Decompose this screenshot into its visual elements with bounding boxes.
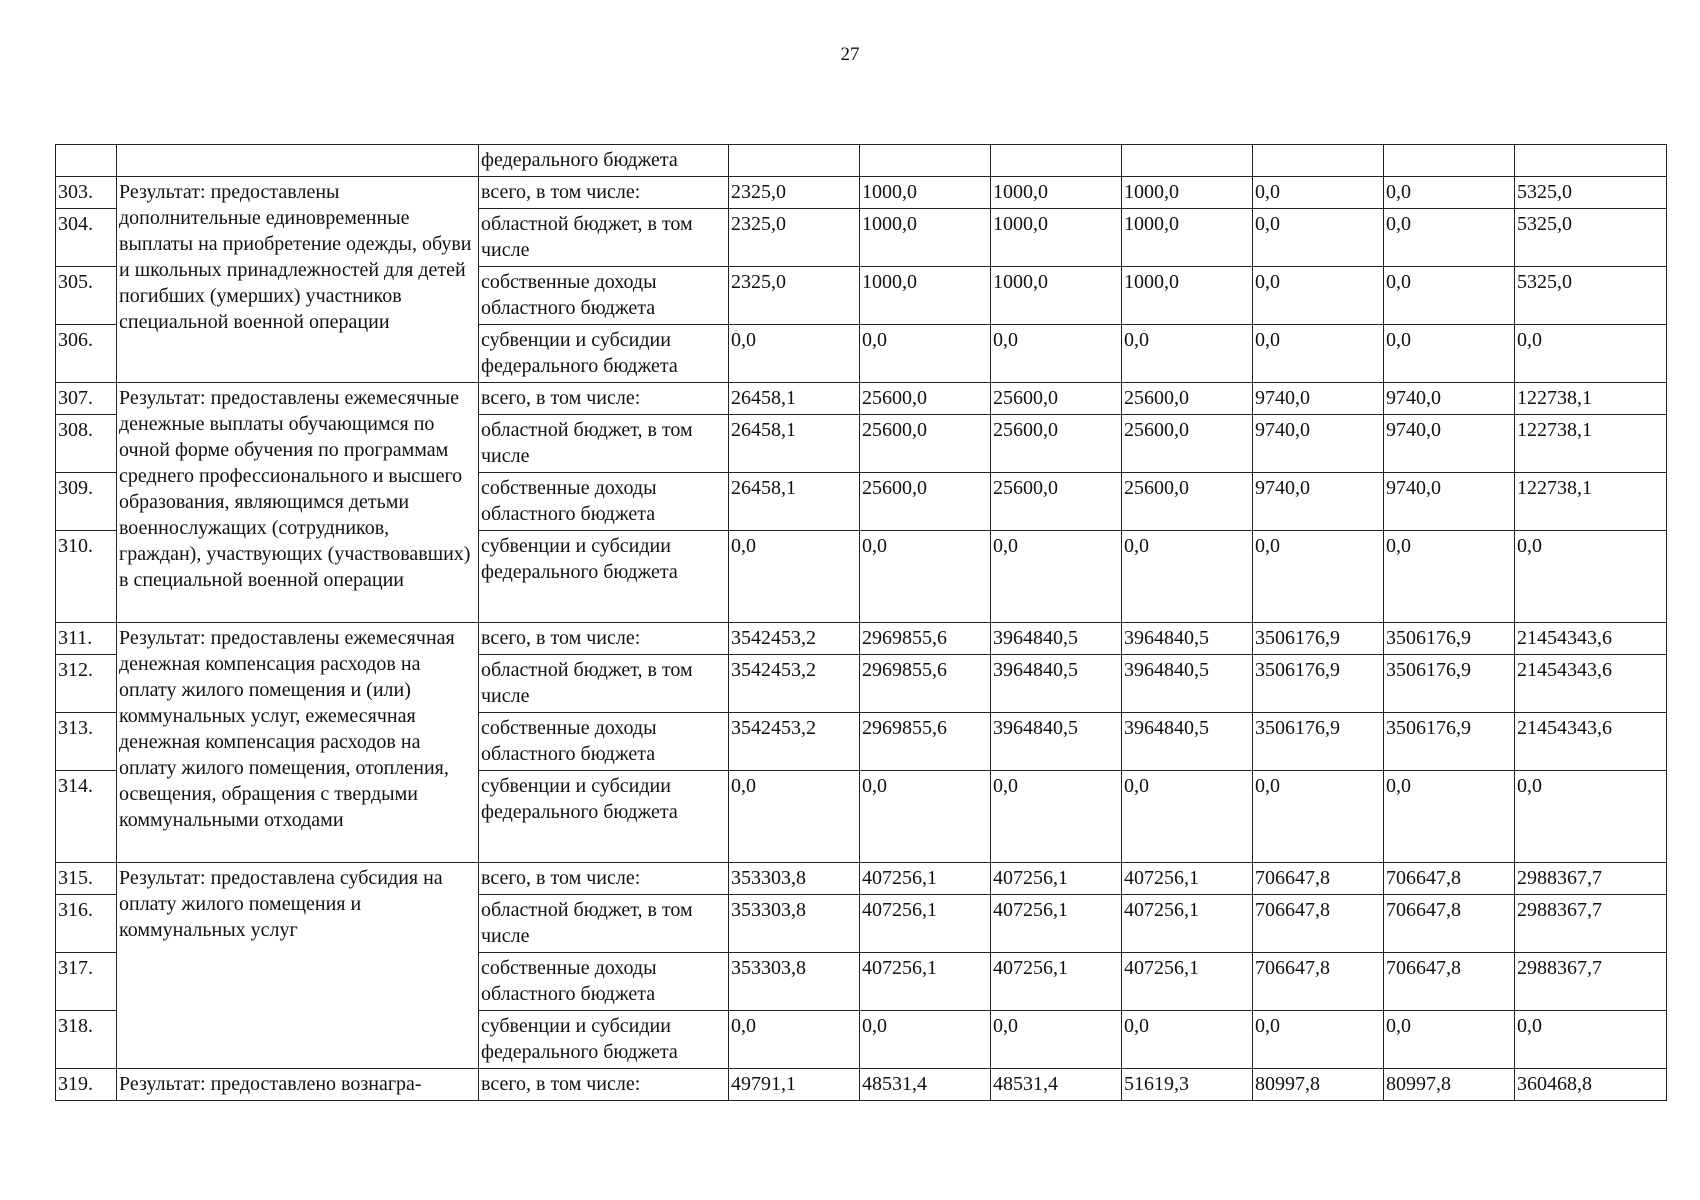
value-cell: 0,0 (729, 771, 860, 863)
value-cell: 25600,0 (1122, 415, 1253, 473)
value-cell: 407256,1 (860, 895, 991, 953)
value-cell: 0,0 (1122, 531, 1253, 623)
value-cell: 3964840,5 (991, 655, 1122, 713)
row-number-cell: 318. (56, 1011, 117, 1069)
value-cell: 407256,1 (991, 953, 1122, 1011)
value-cell: 706647,8 (1384, 895, 1515, 953)
value-cell: 25600,0 (991, 383, 1122, 415)
value-cell: 353303,8 (729, 863, 860, 895)
funding-source-cell: субвенции и субсидии федерального бюджета (479, 325, 729, 383)
value-cell: 3506176,9 (1384, 655, 1515, 713)
value-cell: 407256,1 (991, 895, 1122, 953)
value-cell: 25600,0 (860, 415, 991, 473)
value-cell: 1000,0 (991, 177, 1122, 209)
total-value-cell: 0,0 (1515, 531, 1667, 623)
row-number-cell: 308. (56, 415, 117, 473)
total-value-cell: 0,0 (1515, 1011, 1667, 1069)
funding-source-cell: всего, в том числе: (479, 1069, 729, 1101)
value-cell: 25600,0 (991, 473, 1122, 531)
value-cell: 706647,8 (1384, 863, 1515, 895)
value-cell: 51619,3 (1122, 1069, 1253, 1101)
value-cell: 9740,0 (1253, 383, 1384, 415)
value-cell: 2969855,6 (860, 655, 991, 713)
value-cell: 0,0 (1384, 325, 1515, 383)
table-row (56, 383, 1667, 415)
value-cell: 0,0 (860, 1011, 991, 1069)
row-number-cell: 310. (56, 531, 117, 623)
row-number-cell: 304. (56, 209, 117, 267)
value-cell: 3506176,9 (1253, 623, 1384, 655)
value-cell: 3964840,5 (1122, 713, 1253, 771)
total-value-cell: 2988367,7 (1515, 895, 1667, 953)
value-cell (991, 145, 1122, 177)
value-cell (1253, 145, 1384, 177)
value-cell: 3506176,9 (1384, 713, 1515, 771)
result-description-cell: Результат: предоставлено вознагра- (117, 1069, 479, 1101)
total-value-cell: 2988367,7 (1515, 863, 1667, 895)
row-number-cell: 303. (56, 177, 117, 209)
row-number-cell (56, 145, 117, 177)
row-number-cell: 309. (56, 473, 117, 531)
total-value-cell: 21454343,6 (1515, 655, 1667, 713)
value-cell: 0,0 (1384, 209, 1515, 267)
value-cell: 80997,8 (1253, 1069, 1384, 1101)
value-cell: 0,0 (729, 531, 860, 623)
value-cell: 2969855,6 (860, 713, 991, 771)
total-value-cell: 5325,0 (1515, 267, 1667, 325)
value-cell (1122, 145, 1253, 177)
value-cell: 353303,8 (729, 895, 860, 953)
value-cell: 1000,0 (860, 209, 991, 267)
funding-source-cell: областной бюджет, в том числе (479, 415, 729, 473)
value-cell: 0,0 (729, 325, 860, 383)
value-cell: 0,0 (991, 771, 1122, 863)
value-cell: 353303,8 (729, 953, 860, 1011)
value-cell: 25600,0 (1122, 383, 1253, 415)
result-description-cell: Результат: предоставлены ежемесячная денежная компенсация расходов на оплату жилого помещения и (или) коммунальных услуг, ежемесячная денежная компенсация расходов на оплату жилого помещения, отопления, освещения, обращения с твердыми коммунальными отходами (117, 623, 479, 863)
total-value-cell: 2988367,7 (1515, 953, 1667, 1011)
value-cell: 0,0 (860, 325, 991, 383)
value-cell: 0,0 (1122, 771, 1253, 863)
total-value-cell: 122738,1 (1515, 473, 1667, 531)
value-cell: 2969855,6 (860, 623, 991, 655)
value-cell: 0,0 (729, 1011, 860, 1069)
funding-source-cell: всего, в том числе: (479, 177, 729, 209)
total-value-cell: 0,0 (1515, 325, 1667, 383)
continuation-row (56, 145, 1667, 177)
result-description-cell: Результат: предоставлены дополнительные единовременные выплаты на приобретение одежды, обуви и школьных принадлежностей для детей погибших (умерших) участников специальной военной операции (117, 177, 479, 383)
row-number-cell: 314. (56, 771, 117, 863)
value-cell (1384, 145, 1515, 177)
value-cell: 407256,1 (991, 863, 1122, 895)
funding-source-cell: субвенции и субсидии федерального бюджета (479, 531, 729, 623)
value-cell: 0,0 (1384, 771, 1515, 863)
value-cell: 1000,0 (860, 177, 991, 209)
value-cell: 26458,1 (729, 415, 860, 473)
result-description-cell: Результат: предоставлена субсидия на оплату жилого помещения и коммунальных услуг (117, 863, 479, 1069)
value-cell: 407256,1 (860, 953, 991, 1011)
value-cell: 9740,0 (1384, 383, 1515, 415)
funding-source-cell: всего, в том числе: (479, 623, 729, 655)
value-cell: 0,0 (1384, 1011, 1515, 1069)
funding-source-cell: субвенции и субсидии федерального бюджета (479, 1011, 729, 1069)
value-cell: 25600,0 (860, 383, 991, 415)
description-cell (117, 145, 479, 177)
value-cell: 0,0 (860, 531, 991, 623)
value-cell: 0,0 (991, 1011, 1122, 1069)
value-cell: 0,0 (1122, 325, 1253, 383)
funding-source-cell: областной бюджет, в том числе (479, 655, 729, 713)
total-value-cell: 21454343,6 (1515, 623, 1667, 655)
value-cell: 0,0 (1384, 531, 1515, 623)
value-cell (1515, 145, 1667, 177)
value-cell: 0,0 (1253, 1011, 1384, 1069)
funding-source-cell: собственные доходы областного бюджета (479, 953, 729, 1011)
funding-source-cell: собственные доходы областного бюджета (479, 713, 729, 771)
value-cell (729, 145, 860, 177)
row-number-cell: 313. (56, 713, 117, 771)
funding-source-cell: собственные доходы областного бюджета (479, 473, 729, 531)
value-cell: 0,0 (1253, 531, 1384, 623)
total-value-cell: 5325,0 (1515, 209, 1667, 267)
row-number-cell: 316. (56, 895, 117, 953)
value-cell: 706647,8 (1253, 953, 1384, 1011)
row-number-cell: 307. (56, 383, 117, 415)
row-number-cell: 305. (56, 267, 117, 325)
value-cell: 25600,0 (860, 473, 991, 531)
table-row (56, 623, 1667, 655)
value-cell: 407256,1 (860, 863, 991, 895)
value-cell: 0,0 (1253, 177, 1384, 209)
value-cell: 9740,0 (1253, 415, 1384, 473)
total-value-cell: 122738,1 (1515, 383, 1667, 415)
value-cell: 0,0 (991, 531, 1122, 623)
value-cell: 80997,8 (1384, 1069, 1515, 1101)
table-row (56, 177, 1667, 209)
value-cell: 9740,0 (1384, 415, 1515, 473)
value-cell: 3542453,2 (729, 655, 860, 713)
value-cell: 2325,0 (729, 209, 860, 267)
row-number-cell: 315. (56, 863, 117, 895)
value-cell: 0,0 (1384, 177, 1515, 209)
value-cell: 0,0 (1253, 209, 1384, 267)
value-cell: 3964840,5 (1122, 655, 1253, 713)
value-cell: 0,0 (1253, 325, 1384, 383)
value-cell: 3542453,2 (729, 623, 860, 655)
row-number-cell: 306. (56, 325, 117, 383)
value-cell: 25600,0 (1122, 473, 1253, 531)
value-cell: 1000,0 (991, 209, 1122, 267)
value-cell: 3964840,5 (1122, 623, 1253, 655)
value-cell: 2325,0 (729, 177, 860, 209)
value-cell: 0,0 (1253, 771, 1384, 863)
value-cell: 706647,8 (1384, 953, 1515, 1011)
value-cell: 3506176,9 (1253, 713, 1384, 771)
funding-source-cell: субвенции и субсидии федерального бюджета (479, 771, 729, 863)
total-value-cell: 0,0 (1515, 771, 1667, 863)
funding-source-cell: собственные доходы областного бюджета (479, 267, 729, 325)
funding-source-cell: всего, в том числе: (479, 383, 729, 415)
value-cell: 3542453,2 (729, 713, 860, 771)
result-description-cell: Результат: предоставлены ежемесячные денежные выплаты обучающимся по очной форме обучения по программам среднего профессионального и высшего образования, являющимся детьми военнослужащих (сотрудников, граждан), участвующих (участвовавших) в специальной военной операции (117, 383, 479, 623)
row-number-cell: 317. (56, 953, 117, 1011)
funding-source-cell: областной бюджет, в том числе (479, 895, 729, 953)
value-cell: 407256,1 (1122, 895, 1253, 953)
total-value-cell: 5325,0 (1515, 177, 1667, 209)
value-cell: 1000,0 (860, 267, 991, 325)
value-cell: 1000,0 (1122, 209, 1253, 267)
value-cell: 26458,1 (729, 383, 860, 415)
funding-source-cell: федерального бюджета (479, 145, 729, 177)
value-cell: 706647,8 (1253, 895, 1384, 953)
table-row (56, 863, 1667, 895)
value-cell: 25600,0 (991, 415, 1122, 473)
value-cell: 1000,0 (991, 267, 1122, 325)
value-cell: 48531,4 (991, 1069, 1122, 1101)
value-cell: 1000,0 (1122, 177, 1253, 209)
value-cell: 1000,0 (1122, 267, 1253, 325)
table-row (56, 1069, 1667, 1101)
row-number-cell: 319. (56, 1069, 117, 1101)
value-cell: 3964840,5 (991, 623, 1122, 655)
value-cell: 706647,8 (1253, 863, 1384, 895)
value-cell: 0,0 (860, 771, 991, 863)
total-value-cell: 122738,1 (1515, 415, 1667, 473)
value-cell: 48531,4 (860, 1069, 991, 1101)
value-cell: 0,0 (1122, 1011, 1253, 1069)
value-cell: 407256,1 (1122, 953, 1253, 1011)
value-cell: 3506176,9 (1384, 623, 1515, 655)
value-cell: 26458,1 (729, 473, 860, 531)
total-value-cell: 21454343,6 (1515, 713, 1667, 771)
value-cell: 0,0 (1384, 267, 1515, 325)
value-cell: 9740,0 (1253, 473, 1384, 531)
value-cell: 3506176,9 (1253, 655, 1384, 713)
value-cell: 3964840,5 (991, 713, 1122, 771)
value-cell: 49791,1 (729, 1069, 860, 1101)
funding-source-cell: всего, в том числе: (479, 863, 729, 895)
budget-table (55, 144, 1667, 1101)
total-value-cell: 360468,8 (1515, 1069, 1667, 1101)
value-cell: 9740,0 (1384, 473, 1515, 531)
value-cell: 0,0 (1253, 267, 1384, 325)
value-cell (860, 145, 991, 177)
row-number-cell: 311. (56, 623, 117, 655)
funding-source-cell: областной бюджет, в том числе (479, 209, 729, 267)
value-cell: 0,0 (991, 325, 1122, 383)
row-number-cell: 312. (56, 655, 117, 713)
value-cell: 2325,0 (729, 267, 860, 325)
page-number: 27 (840, 44, 860, 65)
value-cell: 407256,1 (1122, 863, 1253, 895)
